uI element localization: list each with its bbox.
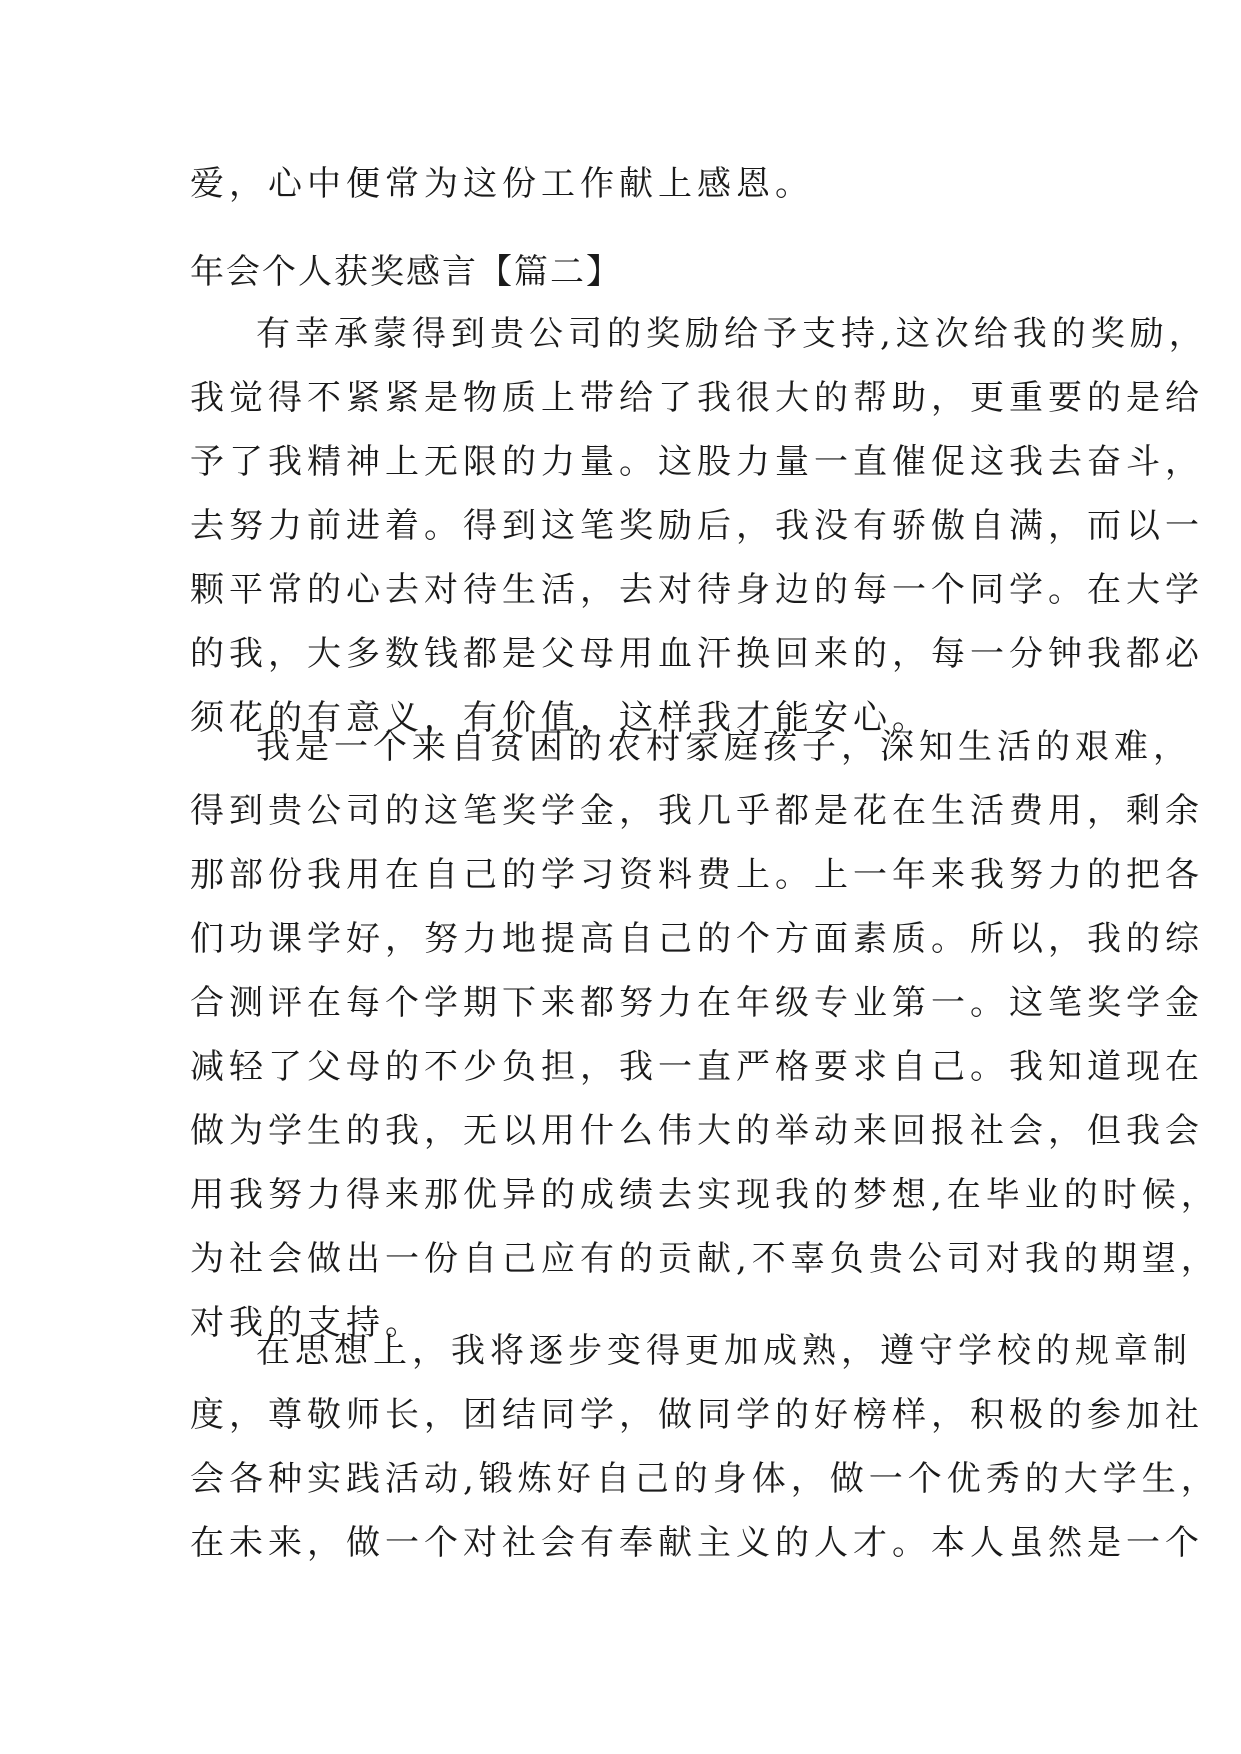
- paragraph-line: 减轻了父母的不少负担，我一直严格要求自己。我知道现在: [190, 1047, 1204, 1087]
- paragraph-line: 用我努力得来那优异的成绩去实现我的梦想,在毕业的时候，: [190, 1175, 1220, 1215]
- paragraph-line: 我觉得不紧紧是物质上带给了我很大的帮助，更重要的是给: [190, 378, 1204, 418]
- continuation-paragraph: [190, 152, 1070, 216]
- paragraph-line: 度，尊敬师长，团结同学，做同学的好榜样，积极的参加社: [190, 1395, 1204, 1435]
- paragraph-3: [190, 1319, 1220, 1575]
- paragraph-line: 须花的有意义，有价值，这样我才能安心。: [190, 698, 931, 738]
- paragraph-line: 在未来，做一个对社会有奉献主义的人才。本人虽然是一个: [190, 1523, 1204, 1563]
- paragraph-line: 爱，心中便常为这份工作献上感恩。: [190, 164, 814, 204]
- paragraph-line: 那部份我用在自己的学习资料费上。上一年来我努力的把各: [190, 855, 1204, 895]
- paragraph-line: 们功课学好，努力地提高自己的个方面素质。所以，我的综: [190, 919, 1204, 959]
- paragraph-2: [190, 715, 1220, 1355]
- paragraph-line: 合测评在每个学期下来都努力在年级专业第一。这笔奖学金: [190, 983, 1204, 1023]
- paragraph-line: 会各种实践活动,锻炼好自己的身体，做一个优秀的大学生，: [190, 1459, 1220, 1499]
- paragraph-line: 的我，大多数钱都是父母用血汗换回来的，每一分钟我都必: [190, 634, 1204, 674]
- paragraph-line: 做为学生的我，无以用什么伟大的举动来回报社会，但我会: [190, 1111, 1204, 1151]
- paragraph-line: 有幸承蒙得到贵公司的奖励给予支持,这次给我的奖励，: [256, 314, 1208, 354]
- paragraph-line: 在思想上，我将逐步变得更加成熟，遵守学校的规章制: [256, 1331, 1192, 1371]
- paragraph-line: 颗平常的心去对待生活，去对待身边的每一个同学。在大学: [190, 570, 1204, 610]
- section-heading-text: 年会个人获奖感言【篇二】: [190, 252, 622, 292]
- paragraph-line: 得到贵公司的这笔奖学金，我几乎都是花在生活费用，剩余: [190, 791, 1204, 831]
- paragraph-line: 予了我精神上无限的力量。这股力量一直催促这我去奋斗，: [190, 442, 1204, 482]
- paragraph-line: 我是一个来自贫困的农村家庭孩子，深知生活的艰难，: [256, 727, 1192, 767]
- paragraph-line: 为社会做出一份自己应有的贡献,不辜负贵公司对我的期望，: [190, 1239, 1220, 1279]
- paragraph-line: 对我的支持。: [190, 1303, 424, 1343]
- paragraph-1: [190, 302, 1208, 750]
- section-heading: [190, 240, 1070, 304]
- paragraph-line: 去努力前进着。得到这笔奖励后，我没有骄傲自满，而以一: [190, 506, 1204, 546]
